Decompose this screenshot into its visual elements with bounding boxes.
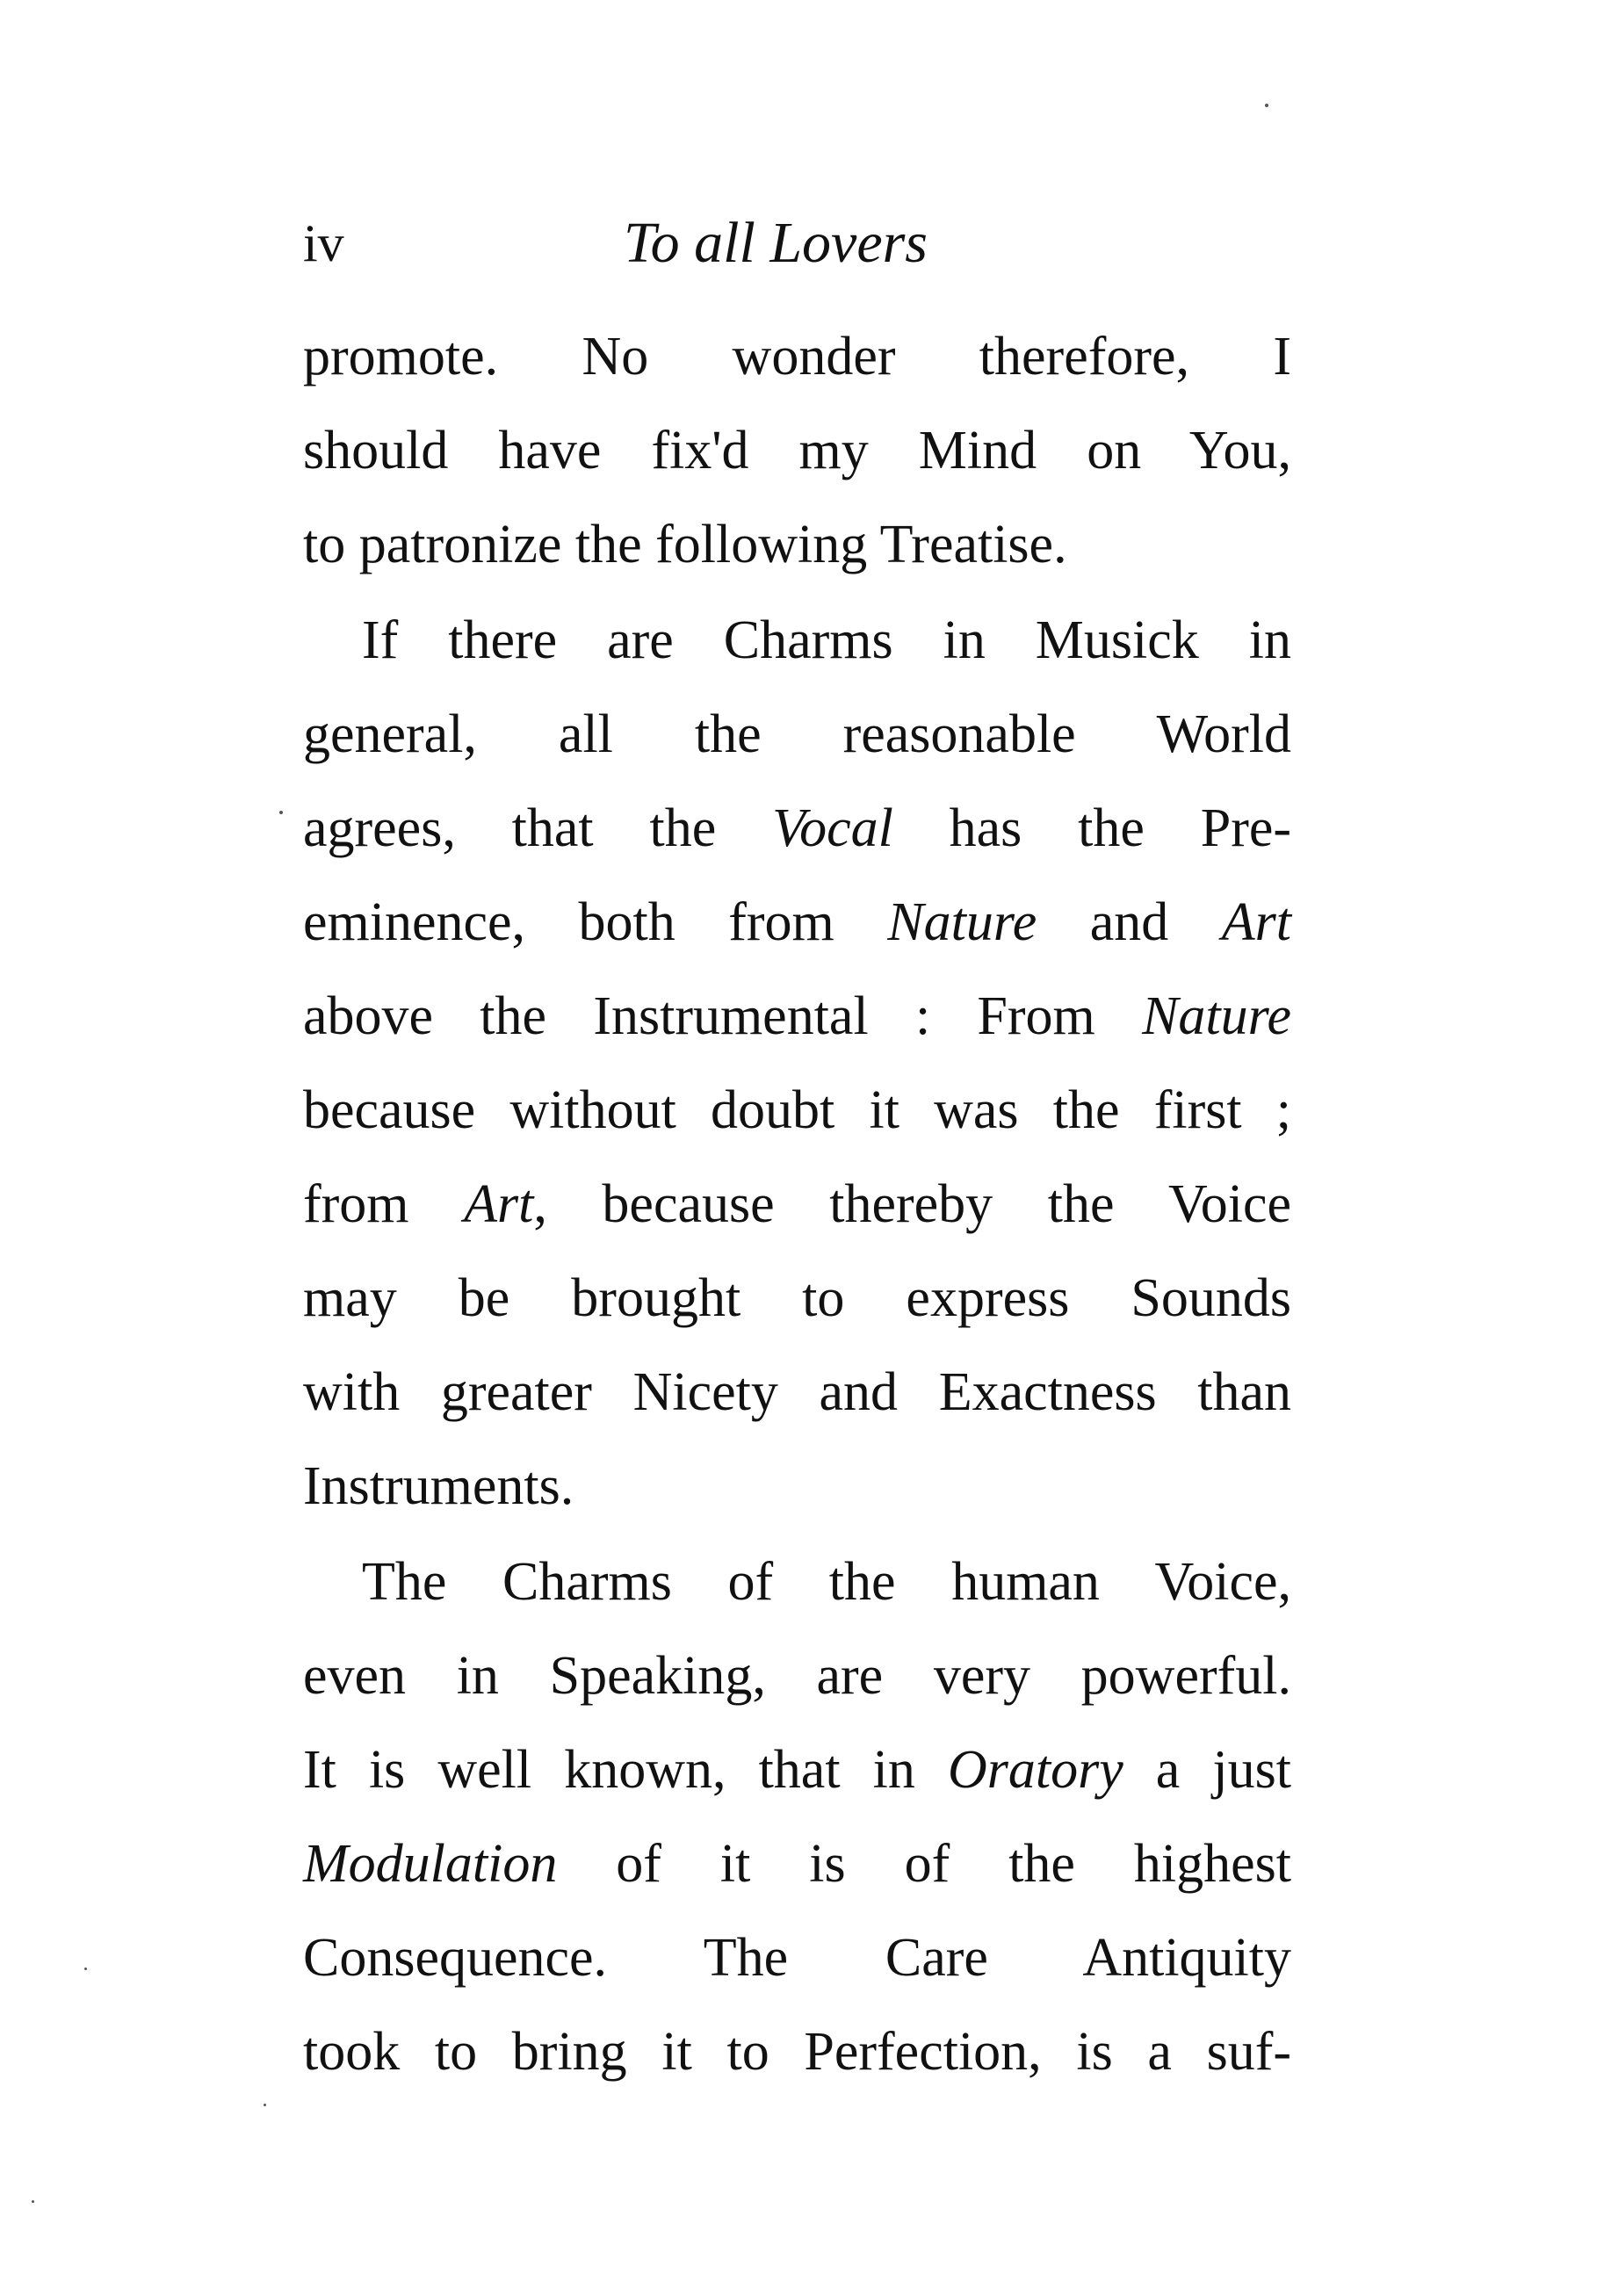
text-line: eminence, both from Nature and Art: [303, 892, 1291, 952]
scan-speck: [264, 2104, 266, 2106]
text-line: The Charms of the human Voice,: [362, 1552, 1291, 1612]
text-line: with greater Nicety and Exactness than: [303, 1362, 1291, 1422]
text-line: promote. No wonder therefore, I: [303, 327, 1291, 386]
text-line: may be brought to express Sounds: [303, 1268, 1291, 1328]
paragraph-2: [303, 594, 1291, 1534]
scan-speck: [32, 2200, 34, 2203]
scan-speck: [1265, 104, 1268, 107]
text-line: Instruments.: [303, 1456, 574, 1516]
body-text: [303, 310, 1291, 2099]
text-line: because without doubt it was the first ;: [303, 1080, 1291, 1140]
paragraph-3: [303, 1535, 1291, 2099]
scan-speck: [84, 1967, 87, 1970]
text-line: It is well known, that in Oratory a just: [303, 1740, 1291, 1800]
text-line: Consequence. The Care Antiquity: [303, 1928, 1291, 1988]
text-line: from Art, because thereby the Voice: [303, 1174, 1291, 1234]
text-line: to patronize the following Treatise.: [303, 515, 1067, 574]
text-line: took to bring it to Perfection, is a suf-: [303, 2022, 1291, 2082]
running-head: To all Lovers: [624, 211, 928, 275]
text-line: agrees, that the Vocal has the Pre-: [303, 798, 1292, 858]
paragraph-1: [303, 310, 1291, 592]
scan-speck: [279, 811, 283, 814]
text-line: general, all the reasonable World: [303, 704, 1291, 764]
text-line: should have fix'd my Mind on You,: [303, 421, 1291, 480]
page-header: [0, 204, 1611, 283]
page-number: iv: [303, 214, 344, 272]
text-line: even in Speaking, are very powerful.: [303, 1646, 1291, 1706]
text-line: above the Instrumental : From Nature: [303, 986, 1291, 1046]
text-line: Modulation of it is of the highest: [303, 1834, 1291, 1894]
text-line: If there are Charms in Musick in: [362, 610, 1291, 670]
